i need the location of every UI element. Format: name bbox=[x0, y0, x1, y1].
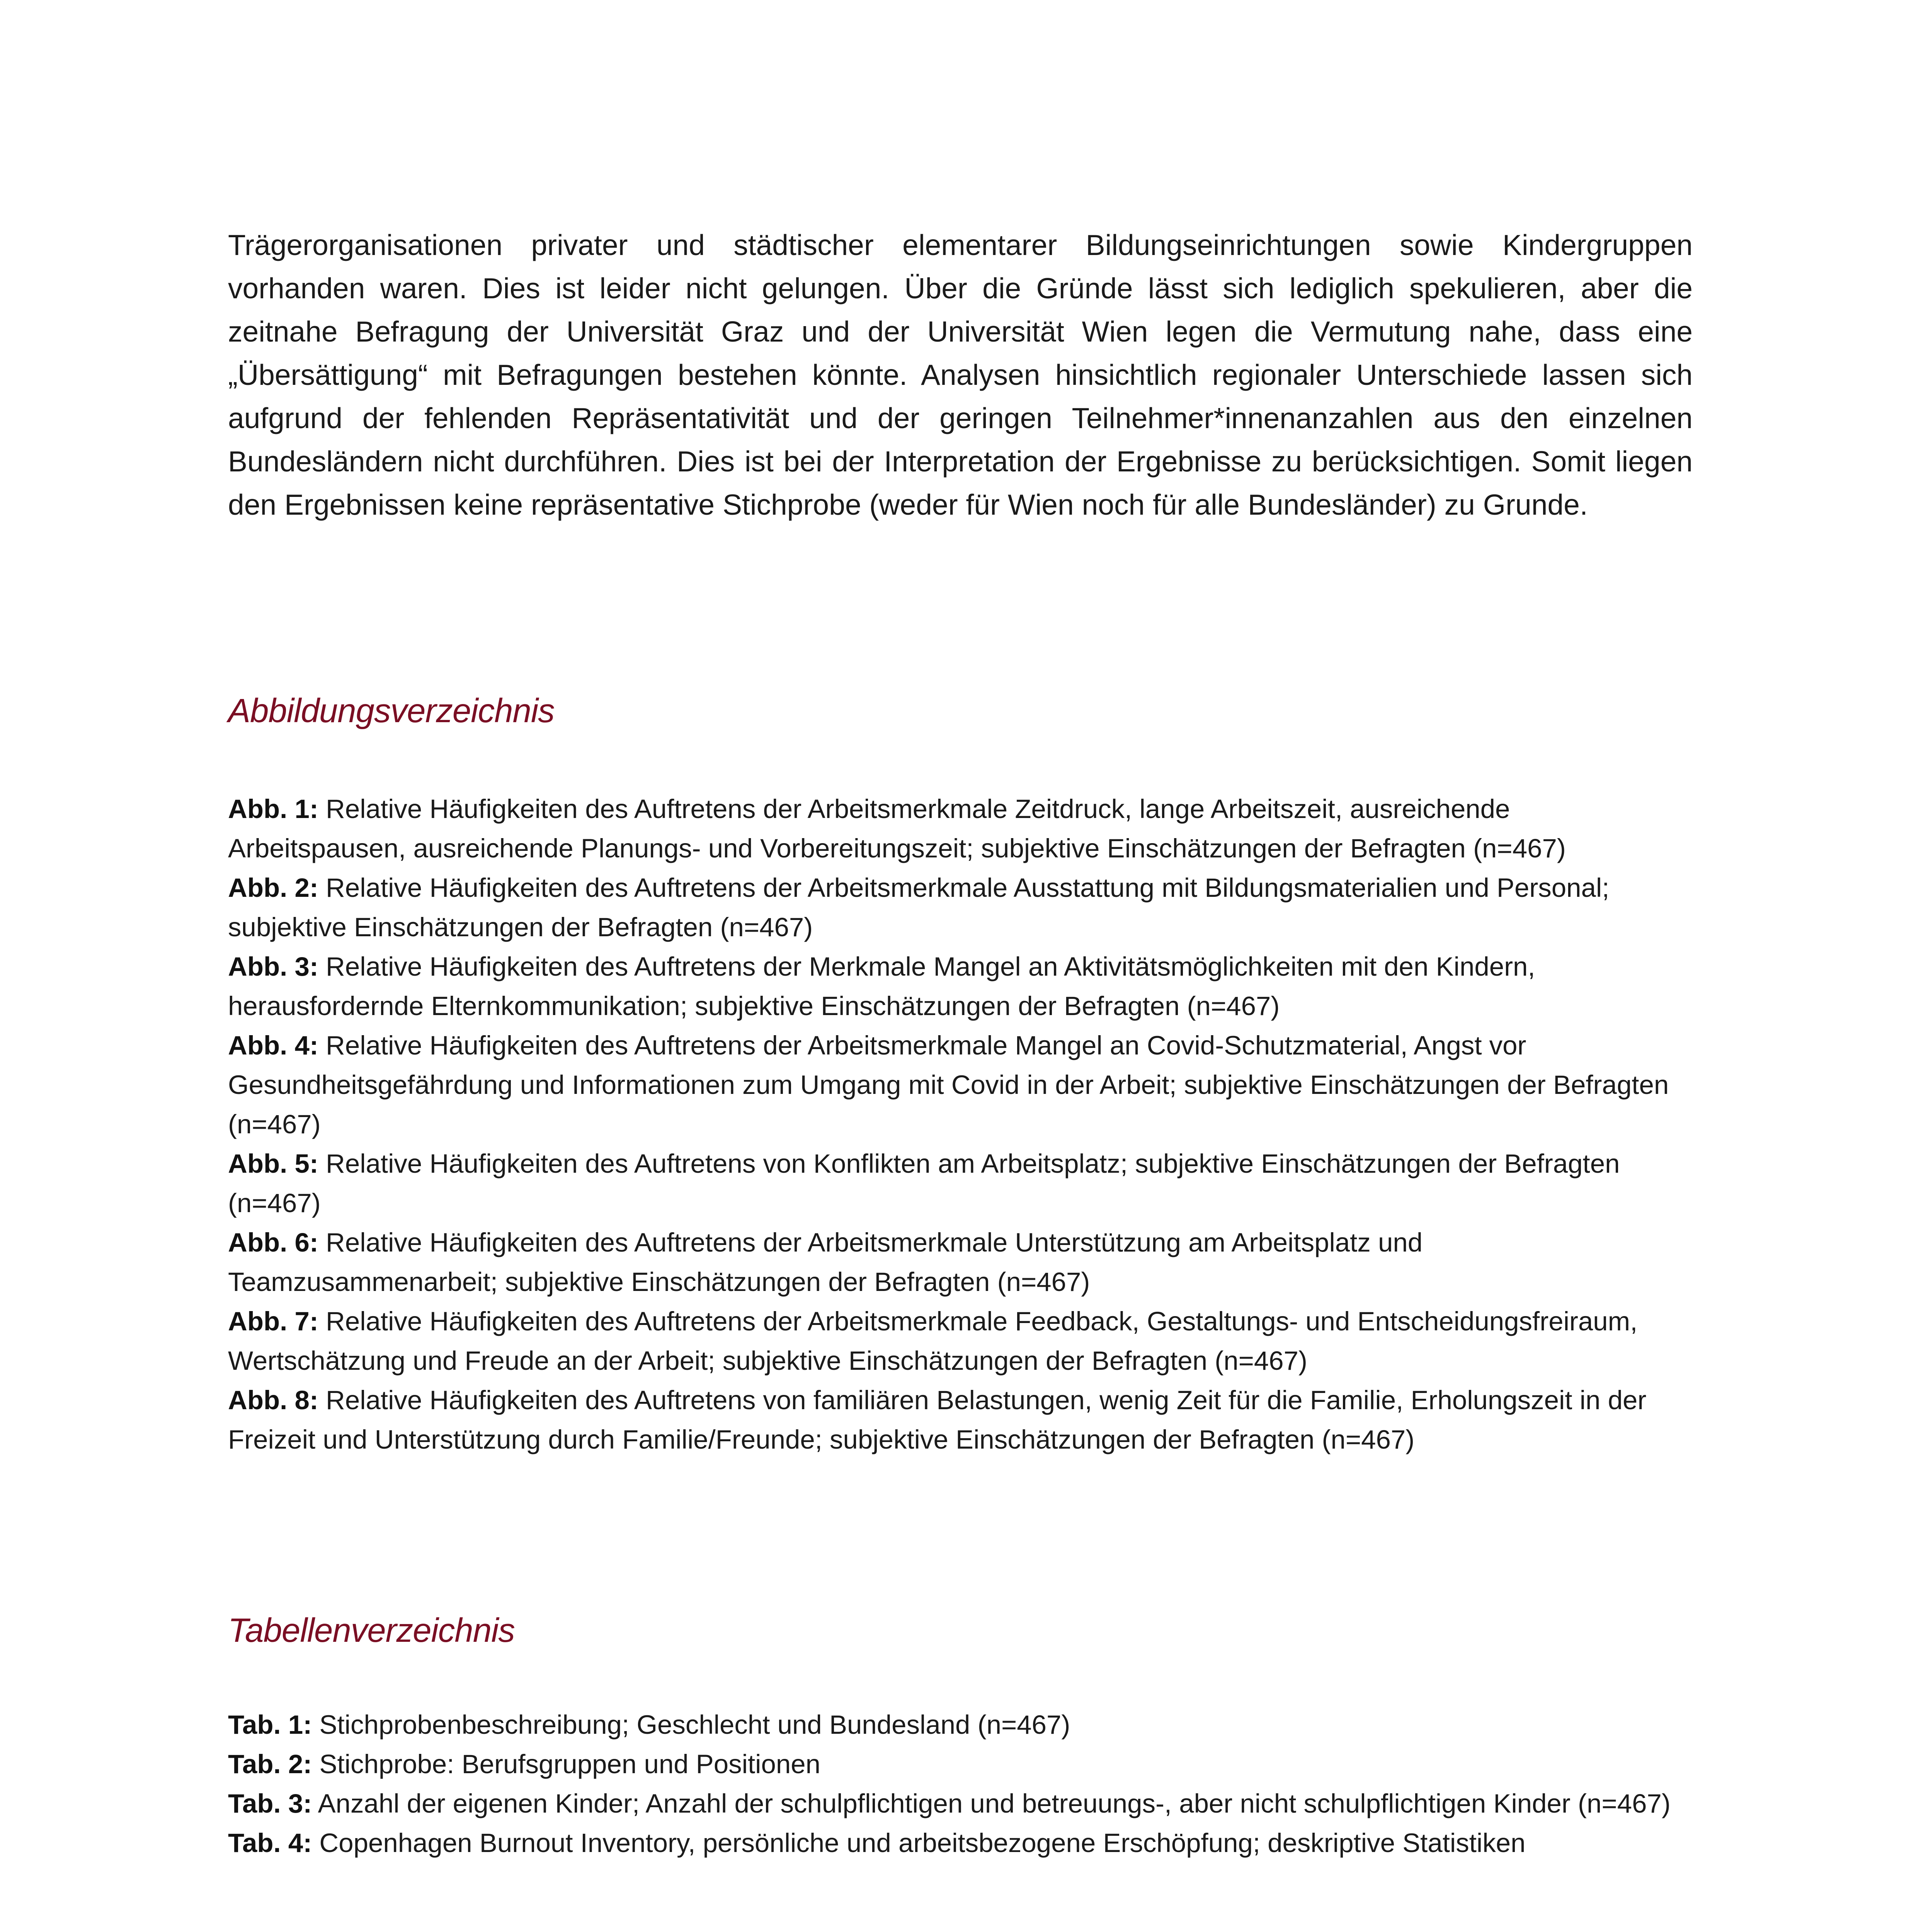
figure-label: Abb. 8: bbox=[228, 1385, 318, 1415]
figure-caption: Relative Häufigkeiten des Auftretens von familiären Belastungen, wenig Zeit für die Familie, Erholungszeit in der Freizeit und Unterstützung durch Familie/Freunde; subjektive Einschätzungen der Befragten (n=467) bbox=[228, 1385, 1647, 1454]
figure-caption: Relative Häufigkeiten des Auftretens der Arbeitsmerkmale Ausstattung mit Bildungsmaterialien und Personal; subjektive Einschätzungen der Befragten (n=467) bbox=[228, 873, 1610, 942]
table-caption: Stichprobe: Berufsgruppen und Positionen bbox=[319, 1749, 820, 1779]
intro-paragraph: Trägerorganisationen privater und städtischer elementarer Bildungseinrichtungen sowie Kindergruppen vorhanden waren. Dies ist leider nicht gelungen. Über die Gründe lässt sich lediglich spekulieren, aber die zeitnahe Befragung der Universität Graz und der Universität Wien legen die Vermutung nahe, dass eine „Übersättigung“ mit Befragungen bestehen könnte. Analysen hinsichtlich regionaler Unterschiede lassen sich aufgrund der fehlenden Repräsentativität und der geringen Teilnehmer*innenanzahlen aus den einzelnen Bundesländern nicht durchführen. Dies ist bei der Interpretation der Ergebnisse zu berücksichtigen. Somit liegen den Ergebnissen keine repräsentative Stichprobe (weder für Wien noch für alle Bundesländer) zu Grunde. bbox=[228, 229, 1693, 521]
table-entry bbox=[228, 1745, 1693, 1784]
figures-heading: Abbildungsverzeichnis bbox=[228, 692, 555, 730]
figure-entry bbox=[228, 1026, 1693, 1144]
figure-caption: Relative Häufigkeiten des Auftretens der Arbeitsmerkmale Zeitdruck, lange Arbeitszeit, ausreichende Arbeitspausen, ausreichende Planungs- und Vorbereitungszeit; subjektive Einschätzungen der Befragten (n=467) bbox=[228, 794, 1566, 863]
tables-heading: Tabellenverzeichnis bbox=[228, 1612, 515, 1649]
table-caption: Copenhagen Burnout Inventory, persönliche und arbeitsbezogene Erschöpfung; deskriptive Statistiken bbox=[319, 1828, 1526, 1858]
figure-caption: Relative Häufigkeiten des Auftretens der Arbeitsmerkmale Feedback, Gestaltungs- und Entscheidungsfreiraum, Wertschätzung und Freude an der Arbeit; subjektive Einschätzungen der Befragten (n=467) bbox=[228, 1306, 1638, 1376]
table-label: Tab. 2: bbox=[228, 1749, 312, 1779]
figure-entry bbox=[228, 1144, 1693, 1223]
table-caption: Stichprobenbeschreibung; Geschlecht und Bundesland (n=467) bbox=[319, 1710, 1070, 1740]
tables-list bbox=[228, 1705, 1693, 1863]
table-label: Tab. 3: bbox=[228, 1789, 312, 1818]
table-label: Tab. 4: bbox=[228, 1828, 312, 1858]
figure-entry bbox=[228, 947, 1693, 1026]
figure-caption: Relative Häufigkeiten des Auftretens von Konflikten am Arbeitsplatz; subjektive Einschätzungen der Befragten (n=467) bbox=[228, 1149, 1620, 1218]
table-entry bbox=[228, 1705, 1693, 1745]
table-entry bbox=[228, 1784, 1693, 1823]
figure-entry bbox=[228, 868, 1693, 947]
figure-label: Abb. 2: bbox=[228, 873, 318, 903]
figure-label: Abb. 7: bbox=[228, 1306, 318, 1336]
figures-list bbox=[228, 789, 1693, 1459]
figure-caption: Relative Häufigkeiten des Auftretens der Arbeitsmerkmale Mangel an Covid-Schutzmaterial, Angst vor Gesundheitsgefährdung und Informationen zum Umgang mit Covid in der Arbeit; subjektive Einschätzungen der Befragten (n=467) bbox=[228, 1031, 1669, 1139]
figure-entry bbox=[228, 789, 1693, 868]
figure-entry bbox=[228, 1223, 1693, 1302]
figure-entry bbox=[228, 1381, 1693, 1459]
figure-caption: Relative Häufigkeiten des Auftretens der Arbeitsmerkmale Unterstützung am Arbeitsplatz und Teamzusammenarbeit; subjektive Einschätzungen der Befragten (n=467) bbox=[228, 1228, 1423, 1297]
figure-label: Abb. 4: bbox=[228, 1031, 318, 1060]
figure-entry bbox=[228, 1302, 1693, 1381]
figure-caption: Relative Häufigkeiten des Auftretens der Merkmale Mangel an Aktivitätsmöglichkeiten mit den Kindern, herausfordernde Elternkommunikation; subjektive Einschätzungen der Befragten (n=467) bbox=[228, 952, 1535, 1021]
figure-label: Abb. 5: bbox=[228, 1149, 318, 1179]
figure-label: Abb. 1: bbox=[228, 794, 318, 824]
table-caption: Anzahl der eigenen Kinder; Anzahl der schulpflichtigen und betreuungs-, aber nicht schulpflichtigen Kinder (n=467) bbox=[318, 1789, 1671, 1818]
table-label: Tab. 1: bbox=[228, 1710, 312, 1740]
table-entry bbox=[228, 1823, 1693, 1863]
figure-label: Abb. 6: bbox=[228, 1228, 318, 1257]
figure-label: Abb. 3: bbox=[228, 952, 318, 981]
